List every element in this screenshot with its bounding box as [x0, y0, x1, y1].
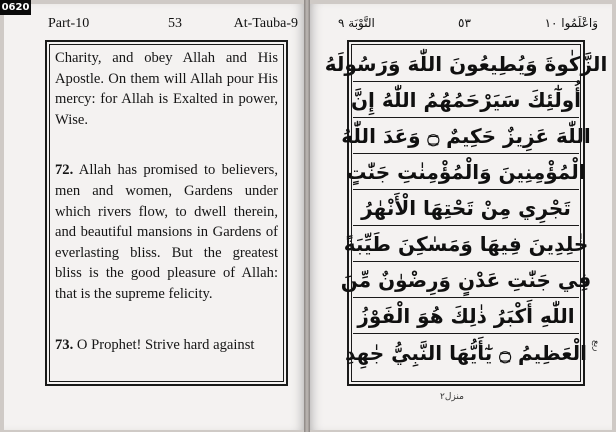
translation-paragraph: [55, 335, 278, 356]
verse-number: 73.: [55, 336, 74, 353]
part-label: Part-10: [48, 16, 90, 31]
arabic-line: الزَّكٰوةَ وَيُطِيعُونَ اللّٰهَ وَرَسُولَهُ: [353, 47, 579, 82]
arabic-page-number: ٥٣: [458, 16, 471, 30]
manzil-footer: منزل٢: [440, 392, 464, 402]
left-page-header: [48, 16, 298, 34]
translation-frame: [45, 40, 288, 386]
arabic-line: خٰلِدِينَ فِيهَا وَمَسٰكِنَ طَيِّبَةً: [353, 227, 579, 262]
verse-text: Allah has promised to believers, men and women, Gardens under which rivers flow, to dwell therein, and beautiful mansions in Gardens of everlasting bliss. But the greatest bliss is the good pleasure of Allah: that is the supreme felicity.: [55, 162, 278, 302]
verse-text: O Prophet! Strive hard against: [76, 336, 255, 353]
verse-text: Charity, and obey Allah and His Apostle. On them will Allah pour His mercy: for Allah is Exalted in power, Wise.: [55, 50, 278, 128]
translation-paragraph: [55, 160, 278, 304]
page-number: 53: [168, 16, 182, 31]
arabic-line: الْمُؤْمِنِينَ وَالْمُؤْمِنٰتِ جَنّٰتٍ: [353, 155, 579, 190]
book-spine: [304, 0, 310, 432]
arabic-surah-label: التَّوْبَة ٩: [338, 16, 375, 30]
surah-label: At-Tauba-9: [233, 16, 298, 31]
right-page-header: [338, 16, 598, 34]
translation-paragraph: [55, 48, 278, 130]
translation-text: [55, 48, 278, 355]
arabic-line: أُولٰٓئِكَ سَيَرْحَمُهُمُ اللّٰهُ إِنَّ: [353, 83, 579, 118]
juz-label: وَاعْلَمُوا ١٠: [544, 16, 598, 30]
arabic-line: تَجْرِي مِنْ تَحْتِهَا الْأَنْهٰرُ: [353, 191, 579, 226]
arabic-line: الْعَظِيمُ ۝ يٰٓأَيُّهَا النَّبِيُّ جٰهِدِ: [345, 340, 587, 365]
arabic-line: اللّٰهِ أَكْبَرُ ذٰلِكَ هُوَ الْفَوْزُ: [353, 299, 579, 334]
arabic-line: اللّٰهَ عَزِيزٌ حَكِيمٌ ۝ وَعَدَ اللّٰهُ: [353, 119, 579, 154]
arabic-line: فِي جَنّٰتِ عَدْنٍ وَرِضْوٰنٌ مِّنَ: [353, 263, 579, 298]
verse-number: 72.: [55, 162, 74, 179]
margin-note: ربع: [591, 340, 601, 352]
page-number-badge: 0620: [1, 2, 30, 13]
